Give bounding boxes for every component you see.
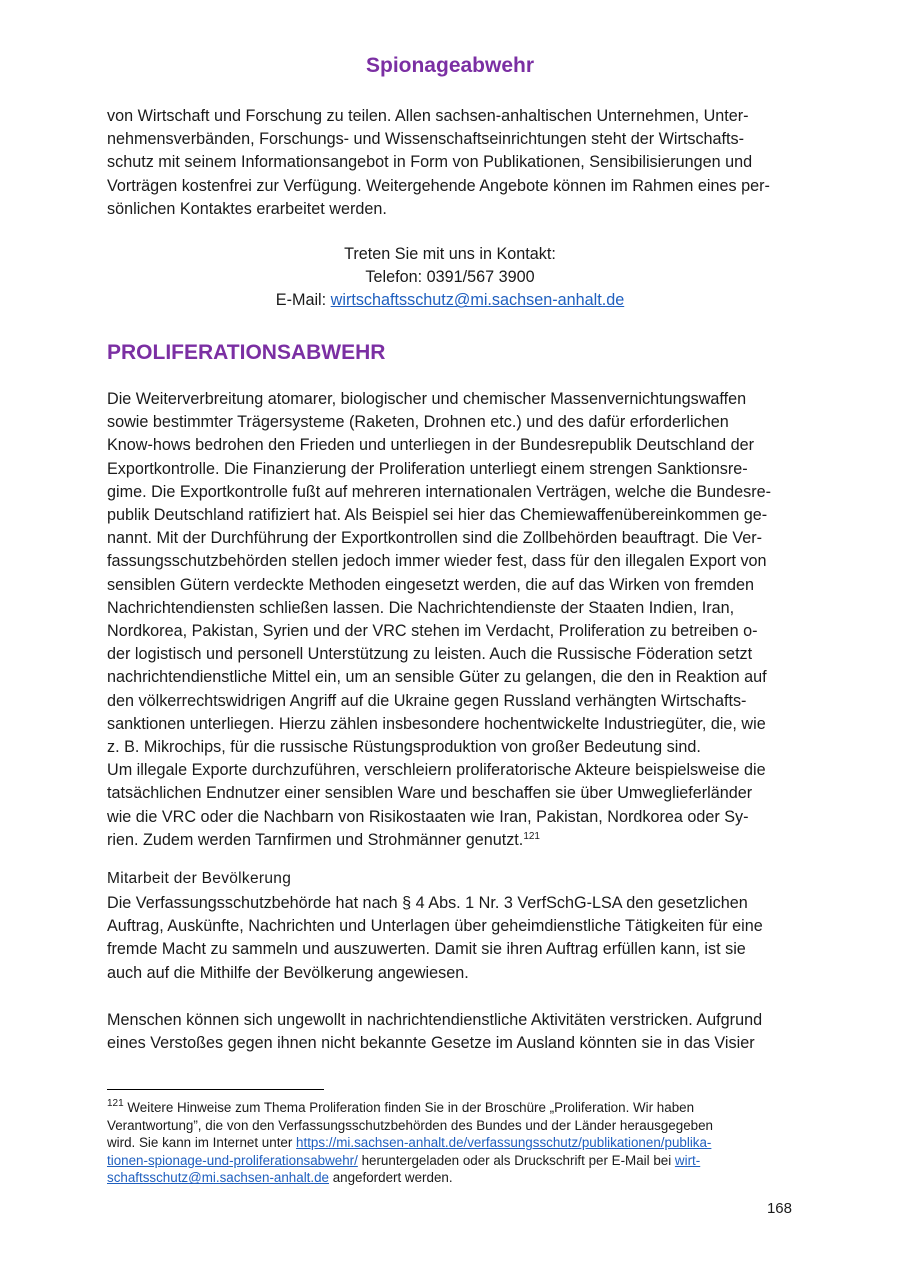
proliferation-paragraph (107, 388, 790, 852)
footnote-number: 121 (107, 1098, 124, 1109)
footnote-text: wird. Sie kann im Internet unter (107, 1135, 297, 1151)
contact-email-link[interactable]: wirtschaftsschutz@mi.sachsen-anhalt.de (330, 291, 625, 310)
contact-phone: Telefon: 0391/567 3900 (365, 268, 535, 287)
text-line: eines Verstoßes gegen ihnen nicht bekannte Gesetze im Ausland könnten sie in das Visier (107, 1034, 755, 1053)
text-line: Vorträgen kostenfrei zur Verfügung. Weitergehende Angebote können im Rahmen eines per- (107, 176, 770, 195)
footnote-line (107, 1134, 790, 1152)
text-line: Nachrichtendiensten schließen lassen. Die Nachrichtendienste der Staaten Indien, Iran, (107, 598, 735, 617)
footnote-email-link[interactable]: wirt- (674, 1152, 701, 1168)
brochure-url-link-continued[interactable]: tionen-spionage-und-proliferationsabwehr/ (107, 1152, 358, 1168)
footnote-text: angefordert werden. (329, 1170, 453, 1186)
text-line: von Wirtschaft und Forschung zu teilen. Allen sachsen-anhaltischen Unternehmen, Unter- (107, 107, 749, 125)
text-line: publik Deutschland ratifiziert hat. Als Beispiel sei hier das Chemiewaffenübereinkommen ge- (107, 506, 768, 525)
text-line: wie die VRC oder die Nachbarn von Risikostaaten wie Iran, Pakistan, Nordkorea oder Sy- (107, 807, 749, 826)
text-line: Know-hows bedrohen den Frieden und unterliegen in der Bundesrepublik Deutschland der (107, 436, 755, 455)
footnote-text: heruntergeladen oder als Druckschrift per E-Mail bei (357, 1152, 675, 1168)
text-line: Um illegale Exporte durchzuführen, verschleiern proliferatorische Akteure beispielsweise die (107, 761, 766, 780)
text-line: Auftrag, Auskünfte, Nachrichten und Unterlagen über geheimdienstliche Tätigkeiten für eine (107, 917, 763, 936)
text-line: sowie bestimmter Trägersysteme (Raketen, Drohnen etc.) und des dafür erforderlichen (107, 413, 729, 432)
menschen-paragraph (107, 1009, 790, 1055)
text-line (107, 829, 790, 852)
text-line: nachrichtendienstliche Mittel ein, um an sensible Güter zu gelangen, die den in Reaktion auf (107, 668, 767, 687)
text-line: tatsächlichen Endnutzer einer sensiblen Ware und beschaffen sie über Umweglieferländer (107, 784, 753, 803)
text-line: nannt. Mit der Durchführung der Exportkontrollen sind die Zollbehörden beauftragt. Die Ver- (107, 529, 763, 548)
text-line: nehmensverbänden, Forschungs- und Wissenschaftseinrichtungen steht der Wirtschafts- (107, 130, 745, 149)
text-line: sönlichen Kontaktes erarbeitet werden. (107, 199, 387, 218)
text-line: sanktionen unterliegen. Hierzu zählen insbesondere hochentwickelte Industriegüter, die, wie (107, 714, 766, 733)
text-line: fassungsschutzbehörden stellen jedoch immer wieder fest, dass für den illegalen Export von (107, 552, 767, 571)
contact-intro: Treten Sie mit uns in Kontakt: (344, 245, 556, 263)
text-line-content: rien. Zudem werden Tarnfirmen und Strohmänner genutzt. (107, 830, 524, 849)
text-line: z. B. Mikrochips, für die russische Rüstungsproduktion von großer Bedeutung sind. (107, 738, 701, 757)
footnote-line (107, 1169, 790, 1187)
mitarbeit-paragraph (107, 892, 790, 985)
contact-email-line (0, 289, 900, 312)
footnote-line: Verantwortung”, die von den Verfassungsschutzbehörden des Bundes und der Länder herausgegeben (107, 1117, 713, 1133)
text-line: Die Weiterverbreitung atomarer, biologischer und chemischer Massenvernichtungswaffen (107, 390, 747, 408)
subheading: Mitarbeit der Bevölkerung (107, 870, 292, 887)
text-line: Menschen können sich ungewollt in nachrichtendienstliche Aktivitäten verstricken. Aufgrund (107, 1011, 763, 1029)
section-heading: PROLIFERATIONSABWEHR (107, 341, 386, 364)
footnote-text: Weitere Hinweise zum Thema Proliferation finden Sie in der Broschüre „Proliferation. Wir haben (123, 1100, 695, 1115)
footnote (107, 1099, 790, 1187)
text-line: der logistisch und personell Unterstützung zu leisten. Auch die Russische Föderation setzt (107, 645, 753, 664)
text-line: Nordkorea, Pakistan, Syrien und der VRC stehen im Verdacht, Proliferation zu betreiben o- (107, 622, 758, 641)
text-line: fremde Macht zu sammeln und auszuwerten. Damit sie ihren Auftrag erfüllen kann, ist sie (107, 940, 746, 959)
contact-block (0, 243, 900, 313)
intro-paragraph (107, 105, 790, 221)
text-line: schutz mit seinem Informationsangebot in Form von Publikationen, Sensibilisierungen und (107, 153, 753, 172)
text-line: den völkerrechtswidrigen Angriff auf die Ukraine gegen Russland verhängten Wirtschafts- (107, 691, 747, 710)
brochure-url-link[interactable]: https://mi.sachsen-anhalt.de/verfassungsschutz/publikationen/publika- (296, 1135, 712, 1151)
text-line: Die Verfassungsschutzbehörde hat nach § 4 Abs. 1 Nr. 3 VerfSchG-LSA den gesetzlichen (107, 894, 748, 912)
footnote-reference[interactable]: 121 (523, 830, 540, 842)
email-label: E-Mail: (275, 291, 331, 310)
footnote-separator (107, 1089, 324, 1090)
footnote-line (107, 1152, 790, 1170)
page-number: 168 (766, 1200, 792, 1217)
text-line: auch auf die Mithilfe der Bevölkerung angewiesen. (107, 963, 469, 982)
text-line: Exportkontrolle. Die Finanzierung der Proliferation unterliegt einem strengen Sanktionsre- (107, 459, 748, 478)
footnote-line (107, 1099, 790, 1117)
text-line: gime. Die Exportkontrolle fußt auf mehreren internationalen Verträgen, welche die Bundesre- (107, 482, 772, 501)
footnote-email-link-continued[interactable]: schaftsschutz@mi.sachsen-anhalt.de (107, 1170, 329, 1186)
running-header: Spionageabwehr (365, 54, 535, 77)
text-line: sensiblen Gütern verdeckte Methoden eingesetzt werden, die auf das Wirken von fremden (107, 575, 754, 594)
